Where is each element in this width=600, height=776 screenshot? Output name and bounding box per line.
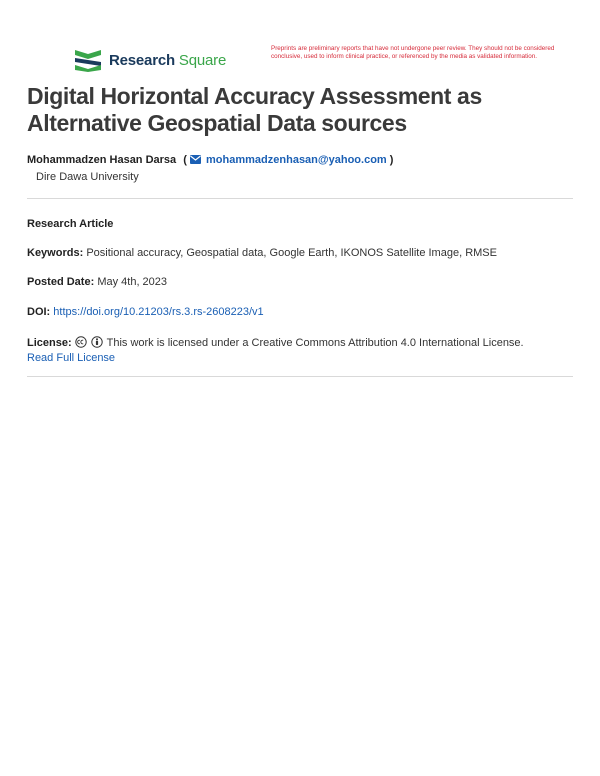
research-square-logo[interactable] <box>73 48 226 72</box>
author-name: Mohammadzen Hasan Darsa <box>27 154 177 166</box>
by-attribution-icon <box>91 336 103 348</box>
research-square-logo-icon <box>73 48 103 72</box>
doi-link[interactable]: https://doi.org/10.21203/rs.3.rs-2608223/v1 <box>53 306 264 318</box>
cc-icon <box>75 336 87 348</box>
read-full-license-link[interactable]: Read Full License <box>27 352 116 364</box>
page-header <box>0 0 600 80</box>
logo-word-square: Square <box>178 51 227 69</box>
doi-line <box>27 306 264 318</box>
logo-word-research: Research <box>109 51 175 69</box>
article-type: Research Article <box>27 218 114 230</box>
envelope-icon <box>190 155 201 164</box>
divider-top <box>27 198 573 199</box>
doi-label: DOI: <box>27 306 51 318</box>
license-label: License: <box>27 337 72 349</box>
keywords-value: Positional accuracy, Geospatial data, Google Earth, IKONOS Satellite Image, RMSE <box>86 247 497 259</box>
preprint-disclaimer: Preprints are preliminary reports that have not undergone peer review. They should not be considered conclusive, used to inform clinical practice, or referenced by the media as validated information. <box>271 45 555 61</box>
author-email-link[interactable]: mohammadzenhasan@yahoo.com <box>206 154 387 166</box>
keywords-label: Keywords: <box>27 247 84 259</box>
posted-date-value: May 4th, 2023 <box>97 276 168 288</box>
open-paren: ( <box>183 154 187 166</box>
close-paren: ) <box>389 154 394 166</box>
posted-date-label: Posted Date: <box>27 276 95 288</box>
logo-text <box>109 52 226 69</box>
license-text: This work is licensed under a Creative Commons Attribution 4.0 International License. <box>106 337 524 349</box>
paper-title: Digital Horizontal Accuracy Assessment as Alternative Geospatial Data sources <box>27 83 482 136</box>
posted-date-line <box>27 276 167 288</box>
author-affiliation: Dire Dawa University <box>36 171 139 183</box>
author-line <box>27 154 393 166</box>
keywords-line <box>27 247 497 259</box>
divider-bottom <box>27 376 573 377</box>
license-line <box>27 336 524 364</box>
